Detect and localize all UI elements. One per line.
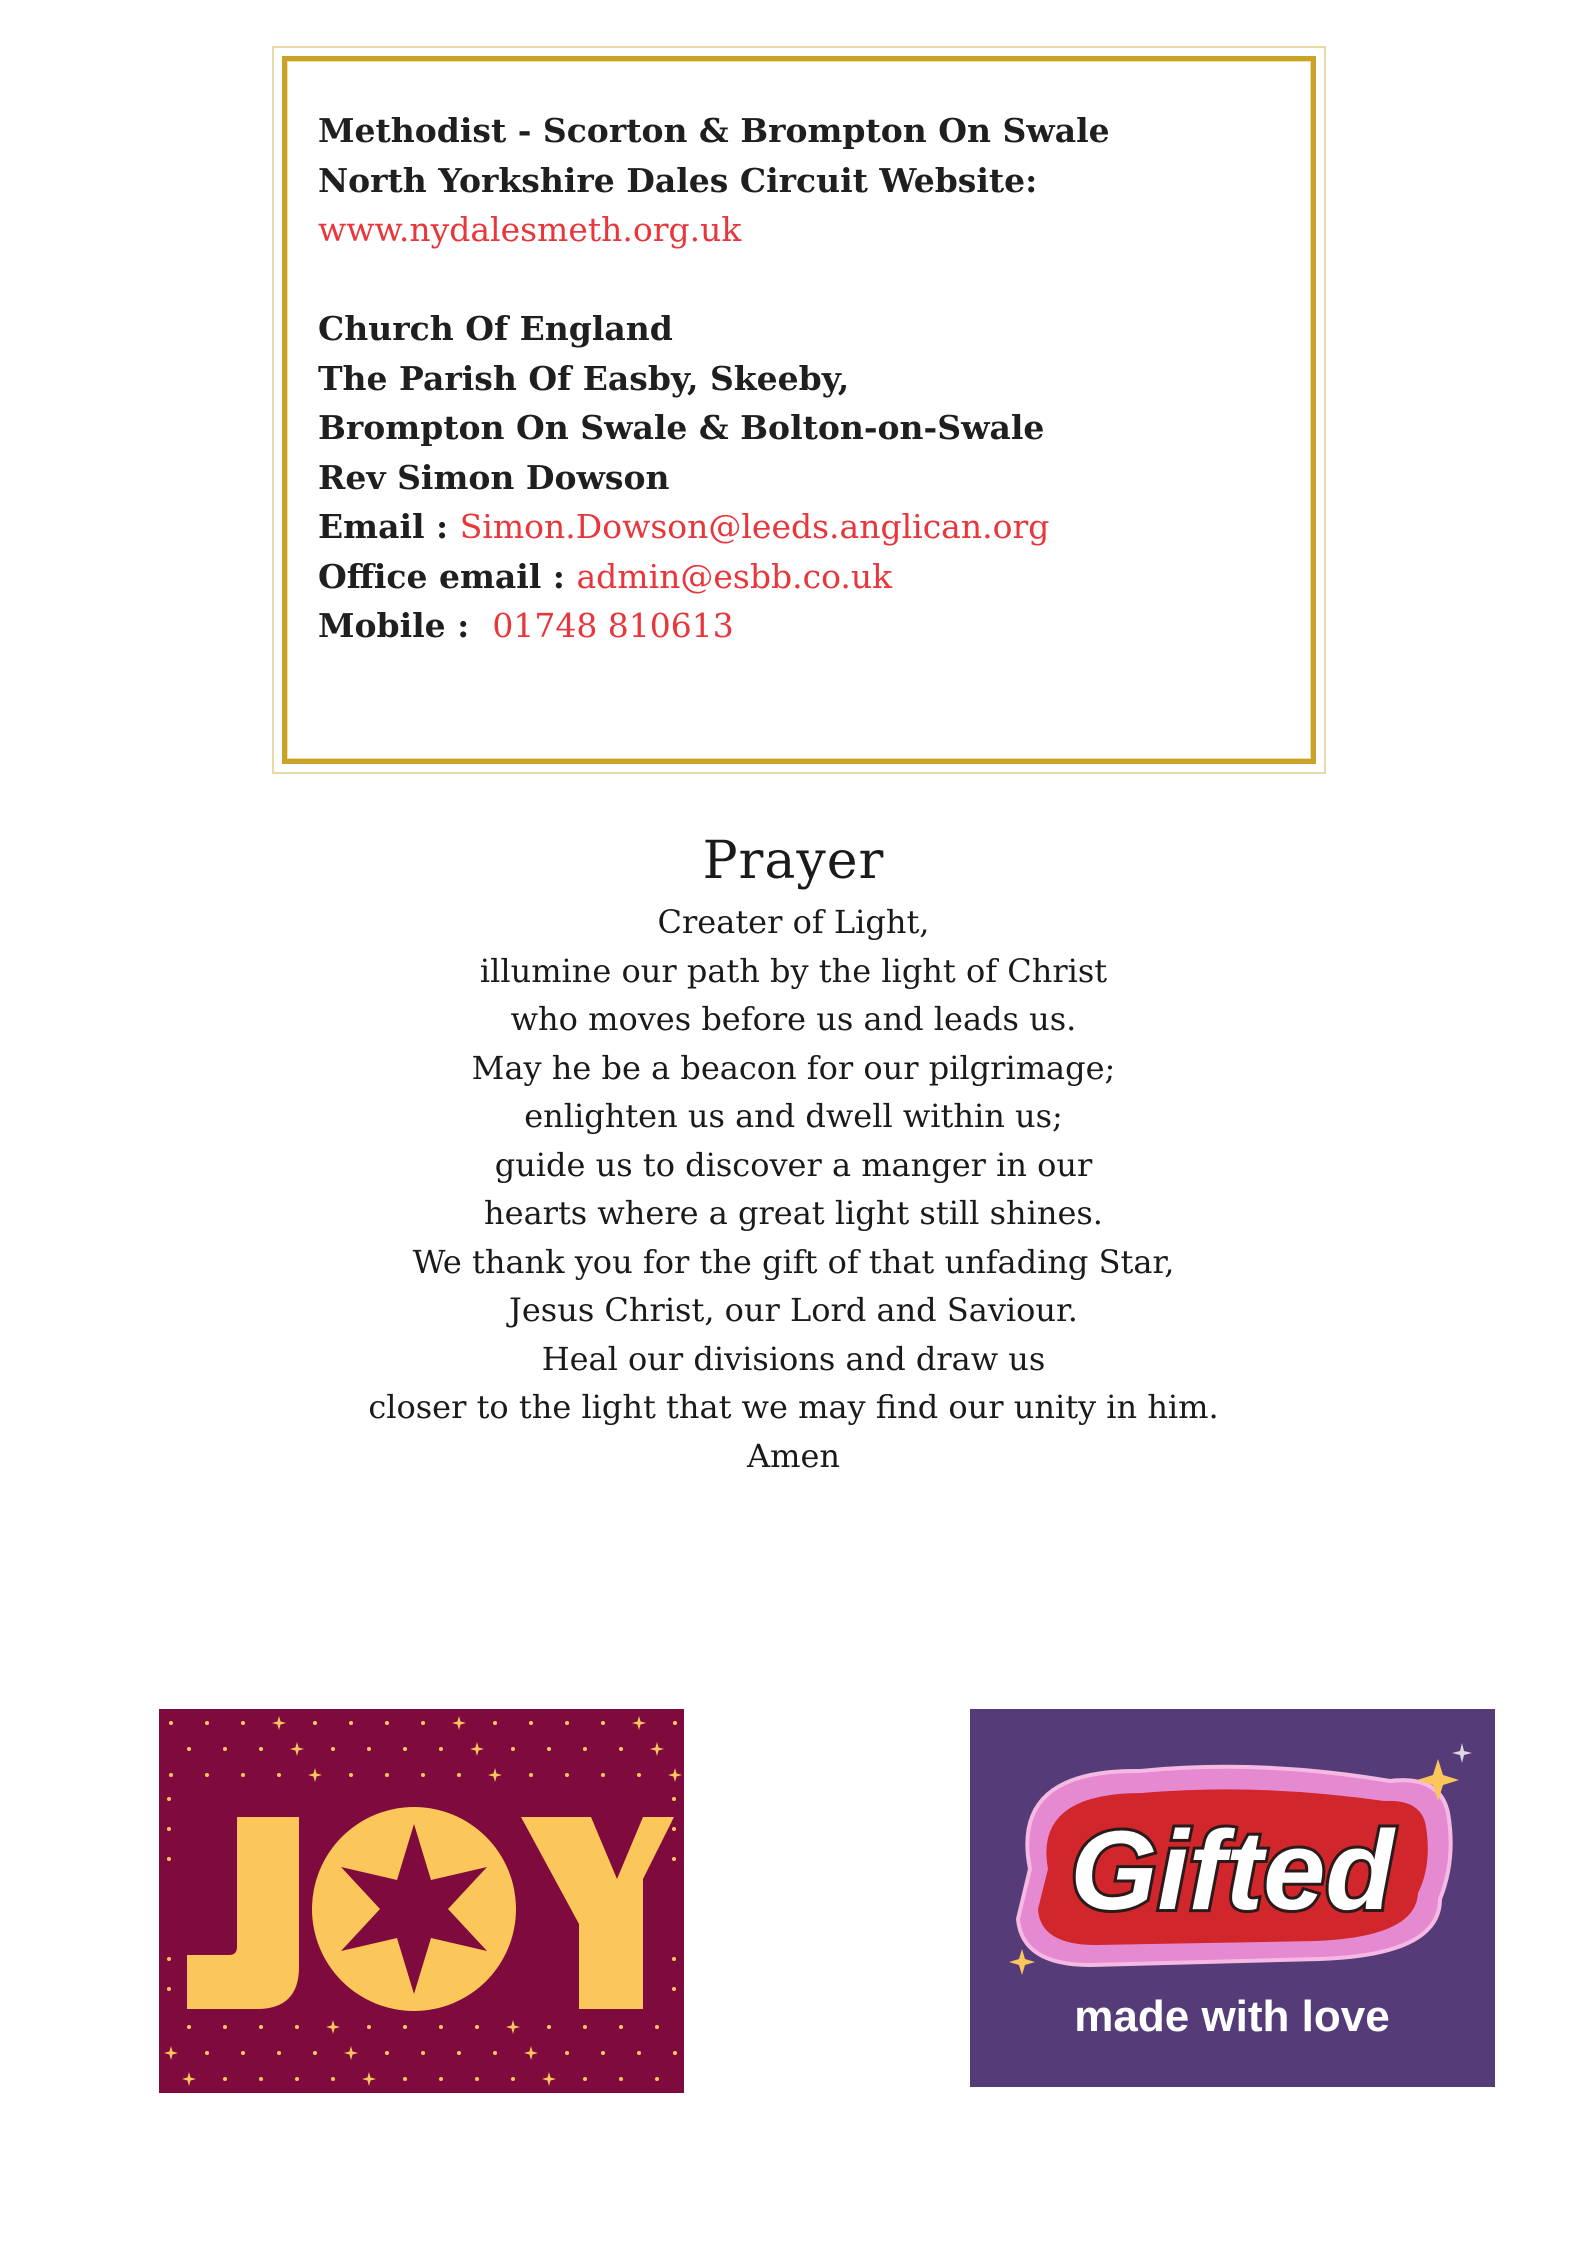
coe-heading: Church Of England <box>318 309 673 348</box>
contact-spacer <box>318 255 1298 305</box>
circuit-website-label: North Yorkshire Dales Circuit Website: <box>318 160 1038 200</box>
gifted-graphic <box>970 1709 1495 2087</box>
prayer-title: Prayer <box>702 831 885 891</box>
minister-name: Rev Simon Dowson <box>318 457 670 497</box>
joy-letter-j <box>187 1817 299 2009</box>
mobile-label: Mobile : <box>318 606 481 645</box>
prayer-line: closer to the light that we may find our unity in him. <box>368 1388 1219 1426</box>
prayer-amen: Amen <box>747 1436 840 1475</box>
prayer-line: We thank you for the gift of that unfading Star, <box>412 1242 1175 1281</box>
circuit-website-link[interactable]: www.nydalesmeth.org.uk <box>318 210 742 249</box>
prayer-section <box>0 826 1587 1480</box>
prayer-line: enlighten us and dwell within us; <box>524 1097 1063 1135</box>
joy-graphic <box>159 1709 684 2093</box>
prayer-line: guide us to discover a manger in our <box>494 1145 1093 1184</box>
sparkle-icon <box>1452 1743 1472 1763</box>
office-email-label: Office email : <box>318 556 577 596</box>
email-link[interactable]: Simon.Dowson@leeds.anglican.org <box>459 507 1050 546</box>
prayer-line: hearts where a great light still shines. <box>484 1194 1103 1232</box>
parish-name-line1: The Parish Of Easby, Skeeby, <box>318 358 850 398</box>
office-email-row <box>318 552 1298 602</box>
contact-details <box>318 106 1298 651</box>
gifted-word: Gifted <box>1070 1808 1394 1933</box>
email-label: Email : <box>318 507 460 546</box>
gifted-artwork <box>970 1709 1495 2087</box>
parish-name-line2: Brompton On Swale & Bolton-on-Swale <box>318 408 1045 447</box>
methodist-heading: Methodist - Scorton & Brompton On Swale <box>318 111 1110 150</box>
email-row <box>318 502 1298 552</box>
joy-letter-y <box>521 1817 674 2009</box>
office-email-link[interactable]: admin@esbb.co.uk <box>576 556 893 596</box>
prayer-line: Jesus Christ, our Lord and Saviour. <box>509 1291 1078 1329</box>
prayer-line: who moves before us and leads us. <box>510 1000 1077 1038</box>
prayer-line: May he be a beacon for our pilgrimage; <box>471 1048 1116 1087</box>
prayer-line: Creater of Light, <box>657 903 930 941</box>
prayer-line: Heal our divisions and draw us <box>541 1339 1046 1378</box>
gifted-tagline: made with love <box>1074 1992 1390 2041</box>
prayer-body <box>0 898 1587 1480</box>
joy-artwork <box>159 1709 684 2093</box>
mobile-number[interactable]: 01748 810613 <box>492 606 734 645</box>
sparkle-icon <box>1009 1949 1035 1975</box>
prayer-line: illumine our path by the light of Christ <box>479 951 1108 990</box>
mobile-row <box>318 601 1298 651</box>
